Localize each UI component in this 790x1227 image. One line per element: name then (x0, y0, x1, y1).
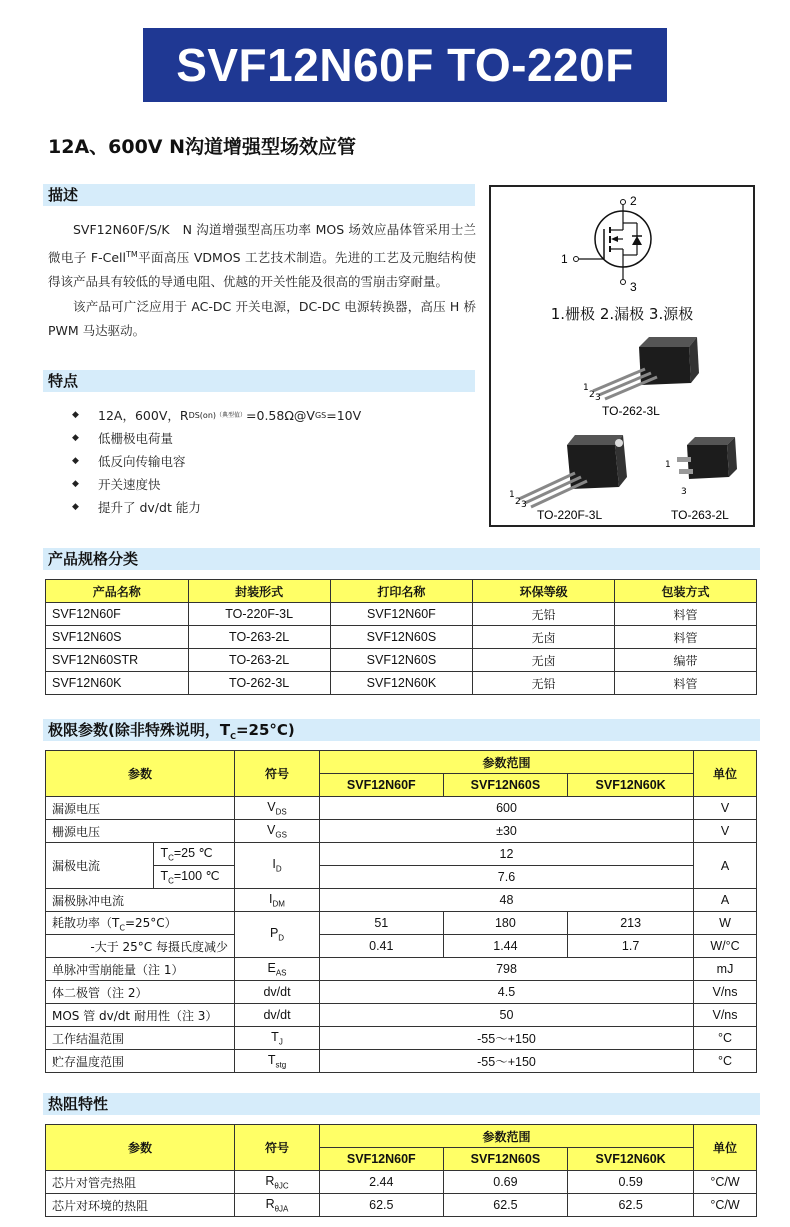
cell: 无铅 (473, 603, 615, 626)
cell: 无卤 (473, 626, 615, 649)
cell: °C/W (694, 1194, 757, 1217)
table-row (46, 649, 757, 672)
cell: 栅源电压 (46, 820, 235, 843)
subscript: DS (275, 807, 287, 817)
table-header-row (46, 580, 757, 603)
cell (235, 1194, 320, 1217)
pin3-label: 3 (630, 280, 637, 294)
cell: TO-220F-3L (188, 603, 330, 626)
pin2-label: 2 (630, 194, 637, 208)
param-text: 耗散功率（T (52, 915, 120, 930)
cell: 0.41 (320, 935, 444, 958)
cell: SVF12N60F (46, 603, 189, 626)
cond-text: T (160, 846, 169, 861)
section-header-description (43, 184, 475, 206)
feature-text: =10V (326, 408, 362, 423)
subscript: D (275, 864, 282, 874)
column-header: 环保等级 (473, 580, 615, 603)
description-paragraph (48, 218, 476, 295)
column-header: 封装形式 (188, 580, 330, 603)
cell: 2.44 (320, 1171, 444, 1194)
table-row (46, 626, 757, 649)
feature-text: 开关速度快 (98, 477, 161, 492)
table-row (46, 1171, 757, 1194)
cell: 漏极脉冲电流 (46, 889, 235, 912)
feature-text: 提升了 dv/dt 能力 (98, 500, 201, 515)
cell (235, 1027, 320, 1050)
lead-label: 1 (665, 460, 671, 470)
cell: ±30 (320, 820, 694, 843)
cell (235, 1050, 320, 1073)
cell: 62.5 (320, 1194, 444, 1217)
to262-package-icon (491, 327, 753, 527)
cell (235, 843, 320, 889)
bullet-icon: ◆ (72, 456, 79, 466)
symbol: I (269, 891, 273, 906)
cell (235, 912, 320, 958)
table-row (46, 1004, 757, 1027)
cell: 180 (443, 912, 568, 935)
column-header: 产品名称 (46, 580, 189, 603)
desc-text: 平面高压 VDMOS 工艺技术制造。先进的工艺及元胞结构使得该产品具有较低的导通电阻、优越的开关性能及很高的雪崩击穿耐量。 (48, 249, 476, 290)
cell: TO-262-3L (188, 672, 330, 695)
lead-label: 3 (521, 500, 527, 510)
column-header: 单位 (694, 751, 757, 797)
cell: 料管 (615, 672, 757, 695)
table-row (46, 1027, 757, 1050)
column-header: 参数范围 (320, 751, 694, 774)
cell: SVF12N60S (46, 626, 189, 649)
banner-title: SVF12N60F TO-220F (143, 28, 667, 102)
symbol: T (267, 1052, 276, 1067)
table-row (46, 1050, 757, 1073)
cond-text: =25 ℃ (173, 846, 213, 861)
cell (235, 889, 320, 912)
table-row (46, 603, 757, 626)
symbol: T (271, 1029, 279, 1044)
cell: 600 (320, 797, 694, 820)
symbol: V (267, 799, 276, 814)
cell: °C/W (694, 1171, 757, 1194)
cell (235, 958, 320, 981)
bullet-icon: ◆ (72, 410, 79, 420)
feature-item (72, 450, 361, 473)
subscript: C (168, 853, 174, 863)
table-row (46, 797, 757, 820)
section-title: 描述 (48, 186, 79, 204)
cell: W/°C (694, 935, 757, 958)
thermal-table (45, 1124, 757, 1217)
cell: SVF12N60K (46, 672, 189, 695)
cell: 213 (568, 912, 694, 935)
cell: 0.69 (443, 1171, 568, 1194)
cell: 漏源电压 (46, 797, 235, 820)
pin1-label: 1 (561, 252, 568, 266)
cell: A (694, 843, 757, 889)
cell: 料管 (615, 603, 757, 626)
cell: A (694, 889, 757, 912)
feature-item (72, 427, 361, 450)
cell: V (694, 820, 757, 843)
section-header-limits (43, 719, 760, 741)
subscript: GS (275, 830, 287, 840)
column-header: 符号 (235, 1125, 320, 1171)
cell: SVF12N60S (330, 626, 472, 649)
cell: 体二极管（注 2） (46, 981, 235, 1004)
feature-item (72, 473, 361, 496)
cell: 芯片对管壳热阻 (46, 1171, 235, 1194)
cell: 贮存温度范围 (46, 1050, 235, 1073)
cell (154, 866, 235, 889)
description-text (48, 218, 476, 344)
column-header: SVF12N60S (443, 1148, 568, 1171)
limits-table (45, 750, 757, 1073)
cell: dv/dt (235, 1004, 320, 1027)
subscript: J (278, 1037, 283, 1047)
feature-text: 12A，600V，R (98, 408, 189, 423)
column-header: SVF12N60K (568, 1148, 694, 1171)
cell: 51 (320, 912, 444, 935)
table-row (46, 912, 757, 935)
package-caption: TO-263-2L (671, 508, 729, 522)
feature-text: 低反向传输电容 (98, 454, 186, 469)
cell: V/ns (694, 981, 757, 1004)
cell: 单脉冲雪崩能量（注 1） (46, 958, 235, 981)
column-header: 符号 (235, 751, 320, 797)
cell: TO-263-2L (188, 626, 330, 649)
cell: 无卤 (473, 649, 615, 672)
subscript: GS (314, 411, 327, 420)
lead-label: 1 (583, 383, 589, 393)
table-row (46, 672, 757, 695)
subscript: AS (275, 968, 287, 978)
cell: SVF12N60K (330, 672, 472, 695)
table-header-row (46, 751, 757, 774)
column-header: SVF12N60S (443, 774, 568, 797)
lead-label: 3 (595, 393, 601, 403)
subscript: D (278, 933, 285, 943)
table-row (46, 843, 757, 866)
table-header-row (46, 1125, 757, 1148)
column-header: SVF12N60F (320, 774, 444, 797)
column-header: 单位 (694, 1125, 757, 1171)
cell: SVF12N60STR (46, 649, 189, 672)
column-header: SVF12N60F (320, 1148, 444, 1171)
subscript: C (168, 876, 174, 886)
lead-label: 2 (515, 497, 521, 507)
table-row (46, 1194, 757, 1217)
section-title: 产品规格分类 (48, 550, 139, 568)
param-text: =25°C） (124, 915, 177, 930)
bullet-icon: ◆ (72, 502, 79, 512)
cell: °C (694, 1027, 757, 1050)
section-title: =25°C) (235, 721, 295, 739)
feature-text: 低栅极电荷量 (98, 431, 174, 446)
mosfet-symbol-icon (491, 187, 753, 307)
cell: V/ns (694, 1004, 757, 1027)
cell: 1.44 (443, 935, 568, 958)
subscript: θJA (274, 1204, 289, 1214)
cell: 62.5 (568, 1194, 694, 1217)
description-paragraph: 该产品可广泛应用于 AC-DC 开关电源，DC-DC 电源转换器，高压 H 桥 PWM 马达驱动。 (48, 298, 476, 339)
cell: 编带 (615, 649, 757, 672)
lead-label: 1 (509, 490, 515, 500)
cell: 1.7 (568, 935, 694, 958)
cell: 798 (320, 958, 694, 981)
section-title: 热阻特性 (48, 1095, 109, 1113)
cell: V (694, 797, 757, 820)
column-header: SVF12N60K (568, 774, 694, 797)
table-row (46, 820, 757, 843)
desc-text: SVF12N60F/S/K N 沟道增强型高压功率 MOS 场效应晶体管采用士兰微电子 F-Cell (48, 222, 476, 265)
column-header: 参数 (46, 751, 235, 797)
feature-text: =0.58Ω@V (246, 408, 315, 423)
cond-text: T (160, 869, 169, 884)
cell: °C (694, 1050, 757, 1073)
bullet-icon: ◆ (72, 479, 79, 489)
symbol: E (267, 960, 276, 975)
cell (235, 820, 320, 843)
feature-item (72, 496, 361, 519)
package-figure (489, 185, 755, 527)
cell: MOS 管 dv/dt 耐用性（注 3） (46, 1004, 235, 1027)
package-caption: TO-262-3L (602, 404, 660, 418)
symbol: P (269, 926, 279, 941)
cell: 漏极电流 (46, 843, 154, 889)
cell: -55～+150 (320, 1050, 694, 1073)
section-header-thermal (43, 1093, 760, 1115)
cell: SVF12N60S (330, 649, 472, 672)
cell: W (694, 912, 757, 935)
table-row (46, 935, 757, 958)
cell: SVF12N60F (330, 603, 472, 626)
trademark-mark: TM (125, 249, 138, 259)
spec-table (45, 579, 757, 695)
feature-list (72, 404, 361, 519)
symbol: I (272, 857, 276, 872)
cell: -大于 25°C 每摄氏度减少 (46, 935, 235, 958)
section-title: 极限参数(除非特殊说明，T (48, 721, 231, 739)
cell (235, 797, 320, 820)
cell: 无铅 (473, 672, 615, 695)
cell: 芯片对环境的热阻 (46, 1194, 235, 1217)
lead-label: 3 (681, 487, 687, 497)
feature-item (72, 404, 361, 427)
symbol: V (267, 822, 276, 837)
cell (154, 843, 235, 866)
column-header: 参数范围 (320, 1125, 694, 1148)
package-caption: TO-220F-3L (537, 508, 603, 522)
column-header: 参数 (46, 1125, 235, 1171)
subscript: C (119, 923, 125, 933)
cell: 0.59 (568, 1171, 694, 1194)
table-row (46, 889, 757, 912)
cell: 工作结温范围 (46, 1027, 235, 1050)
subscript: stg (275, 1060, 287, 1070)
column-header: 打印名称 (330, 580, 472, 603)
section-header-features (43, 370, 475, 392)
section-header-spec (43, 548, 760, 570)
page-subtitle: 12A、600V N沟道增强型场效应管 (48, 136, 357, 158)
lead-label: 2 (589, 390, 595, 400)
symbol: R (265, 1173, 275, 1188)
symbol: R (265, 1196, 275, 1211)
cond-text: =100 ℃ (173, 869, 220, 884)
cell: dv/dt (235, 981, 320, 1004)
cell: 62.5 (443, 1194, 568, 1217)
cell (46, 912, 235, 935)
section-title: 特点 (48, 372, 79, 390)
cell: 48 (320, 889, 694, 912)
subscript: C (230, 732, 236, 741)
subscript: DS(on) (188, 411, 217, 420)
cell: mJ (694, 958, 757, 981)
subscript: DM (272, 899, 285, 909)
cell: TO-263-2L (188, 649, 330, 672)
pin-legend: 1.栅极 2.漏极 3.源极 (550, 305, 694, 323)
cell: -55～+150 (320, 1027, 694, 1050)
feature-note: （典型值） (216, 412, 247, 419)
cell: 12 (320, 843, 694, 866)
cell: 50 (320, 1004, 694, 1027)
column-header: 包装方式 (615, 580, 757, 603)
subscript: θJC (274, 1181, 289, 1191)
cell: 7.6 (320, 866, 694, 889)
bullet-icon: ◆ (72, 433, 79, 443)
cell (235, 1171, 320, 1194)
table-row (46, 958, 757, 981)
cell: 料管 (615, 626, 757, 649)
table-row (46, 981, 757, 1004)
cell: 4.5 (320, 981, 694, 1004)
